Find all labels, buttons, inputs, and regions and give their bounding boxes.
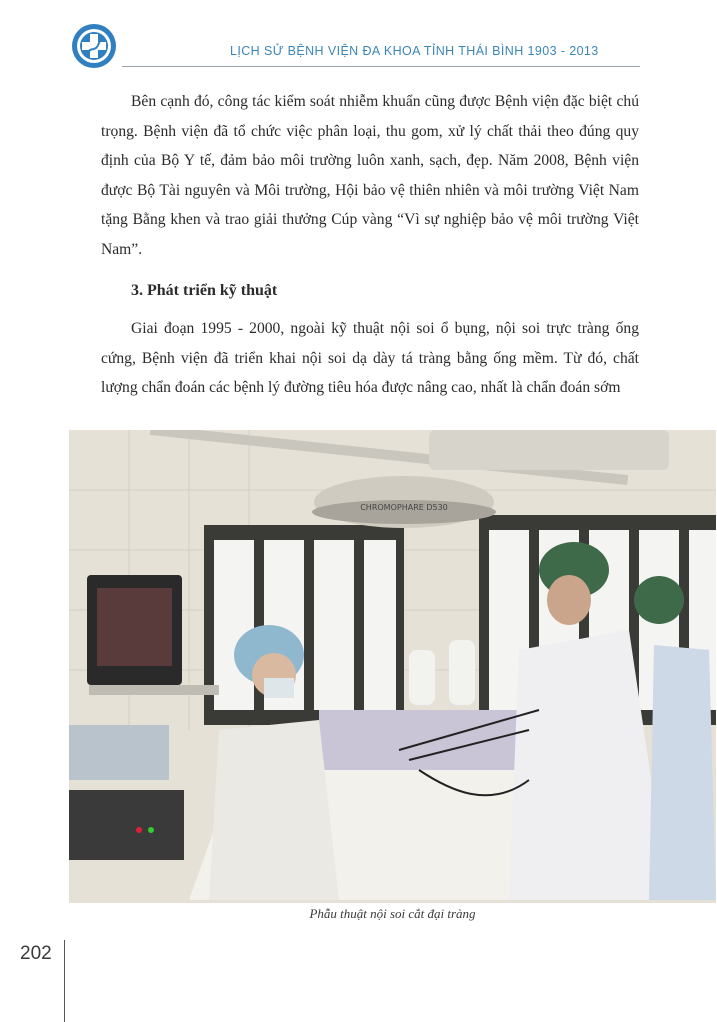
- figure-caption: Phẫu thuật nội soi cắt đại tràng: [309, 906, 476, 921]
- page-number-rule: [64, 940, 65, 1022]
- surgery-photo: [69, 430, 716, 903]
- page-number: 202: [20, 943, 52, 964]
- section-heading: 3. Phát triển kỹ thuật: [131, 282, 278, 299]
- hospital-emblem-icon: [70, 22, 118, 70]
- lamp-label: CHROMOPHARE D530: [360, 503, 448, 512]
- window-left: [204, 525, 404, 725]
- running-header-title: LỊCH SỬ BỆNH VIỆN ĐA KHOA TỈNH THÁI BÌNH 1903 - 2013: [230, 44, 599, 58]
- header-divider: [122, 66, 640, 67]
- paragraph-technical-development: Giai đoạn 1995 - 2000, ngoài kỹ thuật nội soi ổ bụng, nội soi trực tràng ống cứng, Bệnh viện đã triển khai nội soi dạ dày tá tràng bằng ống mềm. Từ đó, chất lượng chẩn đoán các bệnh lý đường tiêu hóa được nâng cao, nhất là chẩn đoán sớm: [101, 320, 639, 396]
- paragraph-infection-control: Bên cạnh đó, công tác kiểm soát nhiễm khuẩn cũng được Bệnh viện đặc biệt chú trọng. Bệnh viện đã tổ chức việc phân loại, thu gom, xử lý chất thải theo đúng quy định của Bộ Y tế, đảm bảo môi trường luôn xanh, sạch, đẹp. Năm 2008, Bệnh viện được Bộ Tài nguyên và Môi trường, Hội bảo vệ thiên nhiên và môi trường Việt Nam tặng Bằng khen và trao giải thưởng Cúp vàng “Vì sự nghiệp bảo vệ môi trường Việt Nam”.: [101, 93, 639, 258]
